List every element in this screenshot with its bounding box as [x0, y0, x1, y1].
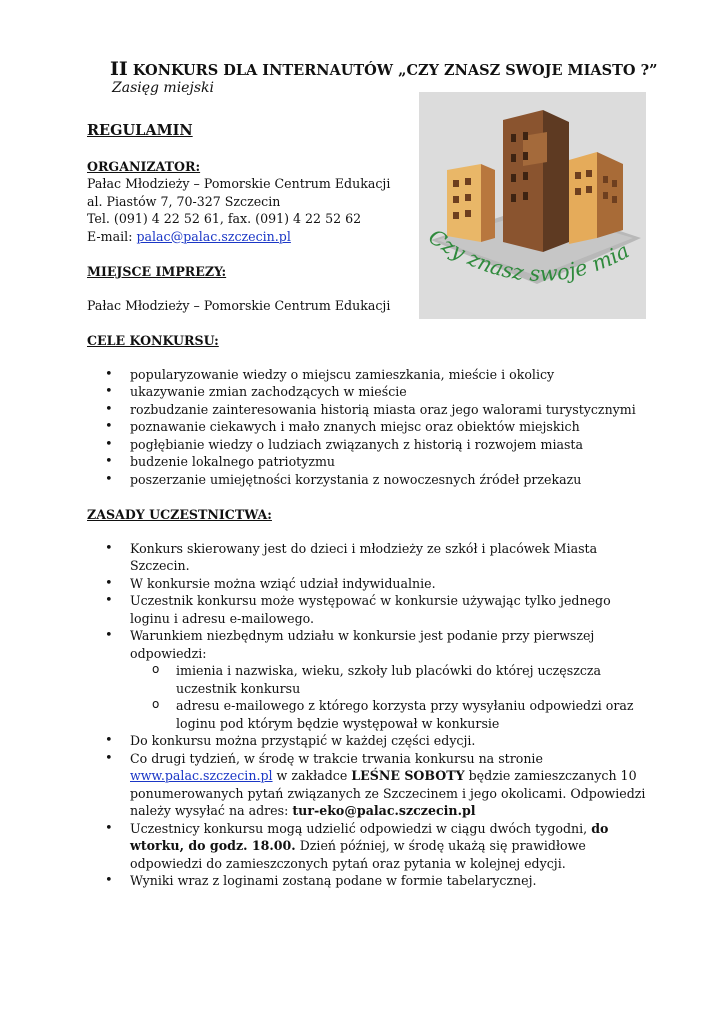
organizer-address: al. Piastów 7, 70-327 Szczecin [87, 193, 281, 209]
email-label: E-mail: [87, 228, 137, 244]
answers-email-bold: tur-eko@palac.szczecin.pl [292, 803, 476, 818]
title-text: KONKURS DLA INTERNAUTÓW „CZY ZNASZ SWOJE MIASTO ?” [132, 62, 658, 79]
goals-section [87, 332, 647, 488]
regulamin-heading: REGULAMIN [87, 122, 193, 139]
document-subtitle: Zasięg miejski [112, 80, 214, 96]
rules-section [87, 506, 647, 890]
organizer-email-line [87, 228, 647, 246]
list-item: • Uczestnik konkursu może występować w konkursie używając tylko jednego loginu i adresu e-mailowego. [87, 592, 647, 627]
organizer-phone: Tel. (091) 4 22 52 61, fax. (091) 4 22 52 62 [87, 211, 362, 226]
list-item: • W konkursie można wziąć udział indywidualnie. [87, 575, 647, 593]
document-body [87, 122, 647, 890]
organizer-name: Pałac Młodzieży – Pomorskie Centrum Edukacji [87, 176, 391, 191]
list-item: • poszerzanie umiejętności korzystania z nowoczesnych źródeł przekazu [87, 471, 647, 489]
list-item: • Uczestnicy konkursu mogą udzielić odpowiedzi w ciągu dwóch tygodni, do wtorku, do godz. 18.00. Dzień później, w środę ukażą się prawidłowe odpowiedzi do zamieszczonych pytań oraz pytania w kolejnej edycji. [87, 820, 647, 873]
rules-list [87, 540, 647, 890]
list-item: • ukazywanie zmian zachodzących w mieście [87, 383, 647, 401]
sub-list-item: o adresu e-mailowego z którego korzysta przy wysyłaniu odpowiedzi oraz loginu pod którym będzie występował w konkursie [130, 697, 647, 732]
document-title [110, 58, 657, 80]
deadline-bold: do wtorku, do godz. 18.00. [130, 820, 609, 853]
sub-list-item: o imienia i nazwiska, wieku, szkoły lub placówki do której uczęszcza uczestnik konkursu [130, 662, 647, 697]
organizer-email-link[interactable]: palac@palac.szczecin.pl [136, 228, 291, 244]
list-item [87, 627, 647, 732]
venue-section [87, 263, 647, 314]
organizer-heading: ORGANIZATOR: [87, 158, 201, 174]
section-name-bold: LEŚNE SOBOTY [351, 768, 465, 783]
list-item: • Do konkursu można przystąpić w każdej części edycji. [87, 732, 647, 750]
list-item-text: Warunkiem niezbędnym udziału w konkursie jest podanie przy pierwszej odpowiedzi: [130, 628, 595, 661]
organizer-section [87, 158, 647, 246]
required-info-sublist [130, 662, 647, 732]
title-roman-numeral: II [110, 58, 128, 80]
list-item: • Wyniki wraz z loginami zostaną podane w formie tabelarycznej. [87, 872, 647, 890]
rules-heading: ZASADY UCZESTNICTWA: [87, 507, 272, 522]
list-item: • Co drugi tydzień, w środę w trakcie trwania konkursu na stronie www.palac.szczecin.pl w zakładce LEŚNE SOBOTY będzie zamieszczanych 10 ponumerowanych pytań związanych ze Szczecinem i jego okolicami. Odpowiedzi należy wysyłać na adres: tur-eko@palac.szczecin.pl [87, 750, 647, 820]
list-item: • popularyzowanie wiedzy o miejscu zamieszkania, mieście i okolicy [87, 366, 647, 384]
list-item: • budzenie lokalnego patriotyzmu [87, 453, 647, 471]
list-item: • poznawanie ciekawych i mało znanych miejsc oraz obiektów miejskich [87, 418, 647, 436]
logo-slogan: Czy znasz swoje mia [424, 224, 634, 287]
list-item: • rozbudzanie zainteresowania historią miasta oraz jego walorami turystycznymi [87, 401, 647, 419]
venue-heading: MIEJSCE IMPREZY: [87, 264, 227, 279]
venue-text: Pałac Młodzieży – Pomorskie Centrum Edukacji [87, 297, 391, 313]
website-link[interactable]: www.palac.szczecin.pl [130, 768, 273, 783]
list-item: • pogłębianie wiedzy o ludziach związanych z historią i rozwojem miasta [87, 436, 647, 454]
goals-list [87, 366, 647, 489]
goals-heading: CELE KONKURSU: [87, 333, 219, 348]
list-item: • Konkurs skierowany jest do dzieci i młodzieży ze szkół i placówek Miasta Szczecin. [87, 540, 647, 575]
